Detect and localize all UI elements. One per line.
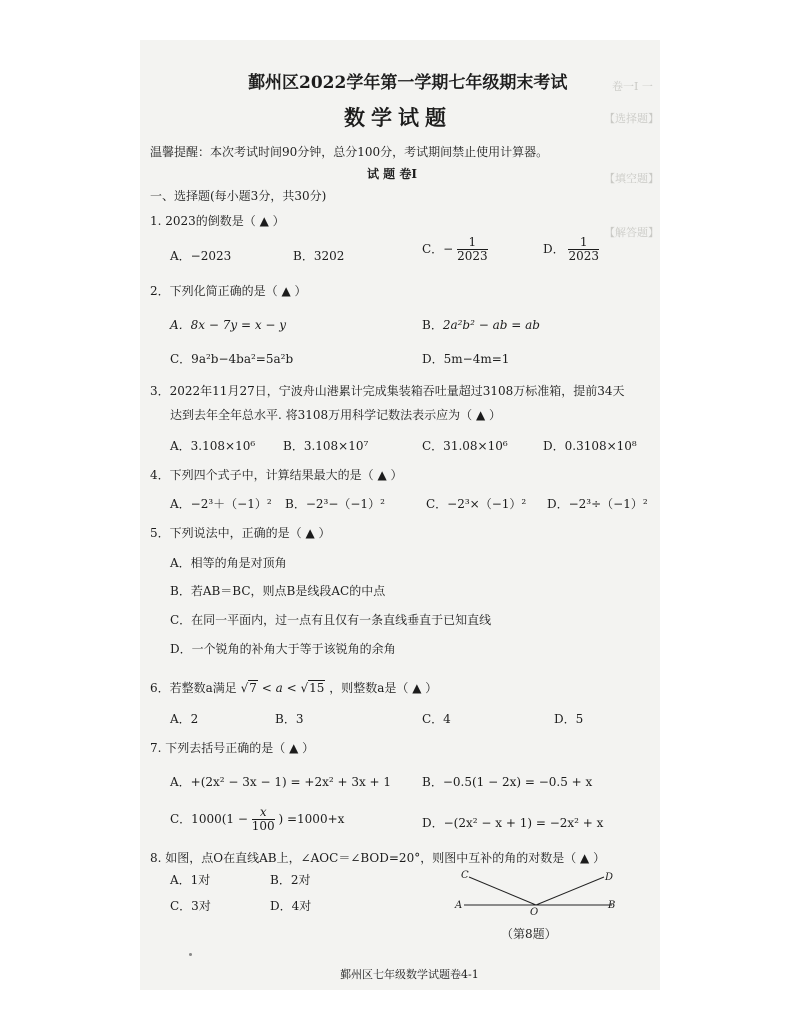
q7-option-b: B．−0.5(1 − 2x) = −0.5 + x bbox=[422, 775, 593, 789]
q2-option-c: C．9a²b−4ba²=5a²b bbox=[170, 352, 294, 366]
question-3-line1: 3．2022年11月27日，宁波舟山港累计完成集装箱吞吐量超过3108万标准箱，提前34天 bbox=[150, 384, 625, 398]
question-1-stem: 1. 2023的倒数是（ ▲ ） bbox=[150, 214, 285, 228]
sqrt-sign: √ bbox=[240, 681, 249, 695]
page-footer: 鄞州区七年级数学试题卷4-1 bbox=[340, 968, 479, 981]
q8-option-c: C．3对 bbox=[170, 899, 211, 913]
q6-stem-pre: 6．若整数a满足 bbox=[150, 681, 237, 695]
part-heading: 一、选择题(每小题3分，共30分) bbox=[150, 189, 327, 203]
q1-option-c bbox=[422, 236, 488, 263]
q5-option-a: A．相等的角是对顶角 bbox=[170, 556, 287, 570]
q4-option-a: A．−2³＋（−1）² bbox=[170, 497, 272, 511]
q7-option-c-post: ) =1000+x bbox=[278, 812, 345, 826]
question-2-stem: 2．下列化简正确的是（ ▲ ） bbox=[150, 284, 307, 298]
point-label-O: O bbox=[530, 907, 539, 918]
ray-OD bbox=[536, 877, 604, 905]
q3-option-c: C．31.08×10⁶ bbox=[422, 439, 508, 453]
point-label-C: C bbox=[461, 870, 469, 881]
q6-radicand-1: 7 bbox=[249, 681, 257, 695]
q1-option-b: B．3202 bbox=[293, 249, 345, 263]
q1-option-a: A．−2023 bbox=[170, 249, 232, 263]
fraction-numerator: x bbox=[252, 806, 275, 820]
q5-option-d: D．一个锐角的补角大于等于该锐角的余角 bbox=[170, 642, 396, 656]
fraction-denominator: 2023 bbox=[568, 249, 599, 263]
q6-option-d: D．5 bbox=[554, 712, 584, 726]
q6-option-b: B．3 bbox=[275, 712, 304, 726]
point-label-A: A bbox=[455, 900, 463, 911]
q5-option-c: C．在同一平面内，过一点有且仅有一条直线垂直于已知直线 bbox=[170, 613, 492, 627]
q8-figure bbox=[450, 866, 630, 922]
q2-option-b bbox=[422, 318, 540, 332]
bleed-text: 【填空题】 bbox=[604, 172, 659, 185]
question-4-stem: 4．下列四个式子中，计算结果最大的是（ ▲ ） bbox=[150, 468, 403, 482]
question-7-stem: 7. 下列去括号正确的是（ ▲ ） bbox=[150, 741, 315, 755]
q8-option-a: A．1对 bbox=[170, 873, 211, 887]
q3-option-d: D．0.3108×10⁸ bbox=[543, 439, 637, 453]
q6-radicand-2: 15 bbox=[309, 681, 325, 695]
question-6-stem bbox=[150, 680, 437, 695]
q4-option-d: D．−2³÷（−1）² bbox=[547, 497, 648, 511]
q1-option-d-fraction bbox=[568, 236, 599, 263]
q1-option-c-label: C．− bbox=[422, 242, 454, 256]
q6-option-a: A．2 bbox=[170, 712, 199, 726]
q7-option-a: A．+(2x² − 3x − 1) = +2x² + 3x + 1 bbox=[170, 775, 392, 789]
question-8-stem: 8. 如图，点O在直线AB上，∠AOC＝∠BOD=20°，则图中互补的角的对数是（ ▲ ） bbox=[150, 851, 606, 865]
q1-option-d-label: D． bbox=[543, 242, 565, 256]
q1-option-d bbox=[543, 236, 599, 263]
q6-stem-post: ，则整数a是（ ▲ ） bbox=[329, 681, 438, 695]
q8-option-d: D．4对 bbox=[270, 899, 312, 913]
fraction-denominator: 100 bbox=[251, 819, 275, 833]
speck bbox=[189, 953, 192, 956]
q2-option-a: A．8x − 7y = x − y bbox=[170, 318, 287, 332]
bleed-text: 卷一Ⅰ 一 bbox=[612, 80, 653, 93]
bleed-text: 【解答题】 bbox=[604, 226, 659, 239]
q7-option-d: D．−(2x² − x + 1) = −2x² + x bbox=[422, 816, 604, 830]
q7-option-c-fraction bbox=[252, 806, 275, 833]
q1-option-c-fraction bbox=[457, 236, 488, 263]
point-label-B: B bbox=[608, 900, 616, 911]
subject-title: 数学试题 bbox=[344, 105, 452, 130]
sqrt-sign: √ bbox=[300, 681, 309, 695]
q2-option-b-expr: 2a²b² − ab = ab bbox=[442, 318, 540, 332]
q7-option-c-pre: C．1000(1 − bbox=[170, 812, 248, 826]
fraction-numerator: 1 bbox=[568, 236, 599, 250]
fraction-numerator: 1 bbox=[457, 236, 488, 250]
question-5-stem: 5．下列说法中，正确的是（ ▲ ） bbox=[150, 526, 331, 540]
q7-option-c bbox=[170, 806, 344, 833]
exam-title: 鄞州区2022学年第一学期七年级期末考试 bbox=[248, 73, 568, 93]
q2-option-d: D．5m−4m=1 bbox=[422, 352, 510, 366]
q6-option-c: C．4 bbox=[422, 712, 451, 726]
q3-option-a: A．3.108×10⁶ bbox=[170, 439, 256, 453]
bleed-text: 【选择题】 bbox=[604, 112, 659, 125]
exam-page bbox=[140, 40, 660, 990]
q5-option-b: B．若AB＝BC，则点B是线段AC的中点 bbox=[170, 584, 386, 598]
section-title: 试 题 卷Ⅰ bbox=[367, 167, 417, 181]
ray-OC bbox=[469, 877, 536, 905]
q8-option-b: B．2对 bbox=[270, 873, 311, 887]
q4-option-c: C．−2³×（−1）² bbox=[426, 497, 527, 511]
q3-option-b: B．3.108×10⁷ bbox=[283, 439, 369, 453]
q4-option-b: B．−2³−（−1）² bbox=[285, 497, 385, 511]
question-3-line2: 达到去年全年总水平. 将3108万用科学记数法表示应为（ ▲ ） bbox=[170, 408, 502, 422]
figure-caption: （第8题） bbox=[501, 927, 557, 941]
fraction-denominator: 2023 bbox=[457, 249, 488, 263]
reminder-text: 温馨提醒：本次考试时间90分钟，总分100分，考试期间禁止使用计算器。 bbox=[150, 145, 549, 159]
q2-option-b-label: B． bbox=[422, 318, 443, 332]
point-label-D: D bbox=[605, 872, 614, 883]
q6-inequality: < a < bbox=[261, 681, 301, 695]
